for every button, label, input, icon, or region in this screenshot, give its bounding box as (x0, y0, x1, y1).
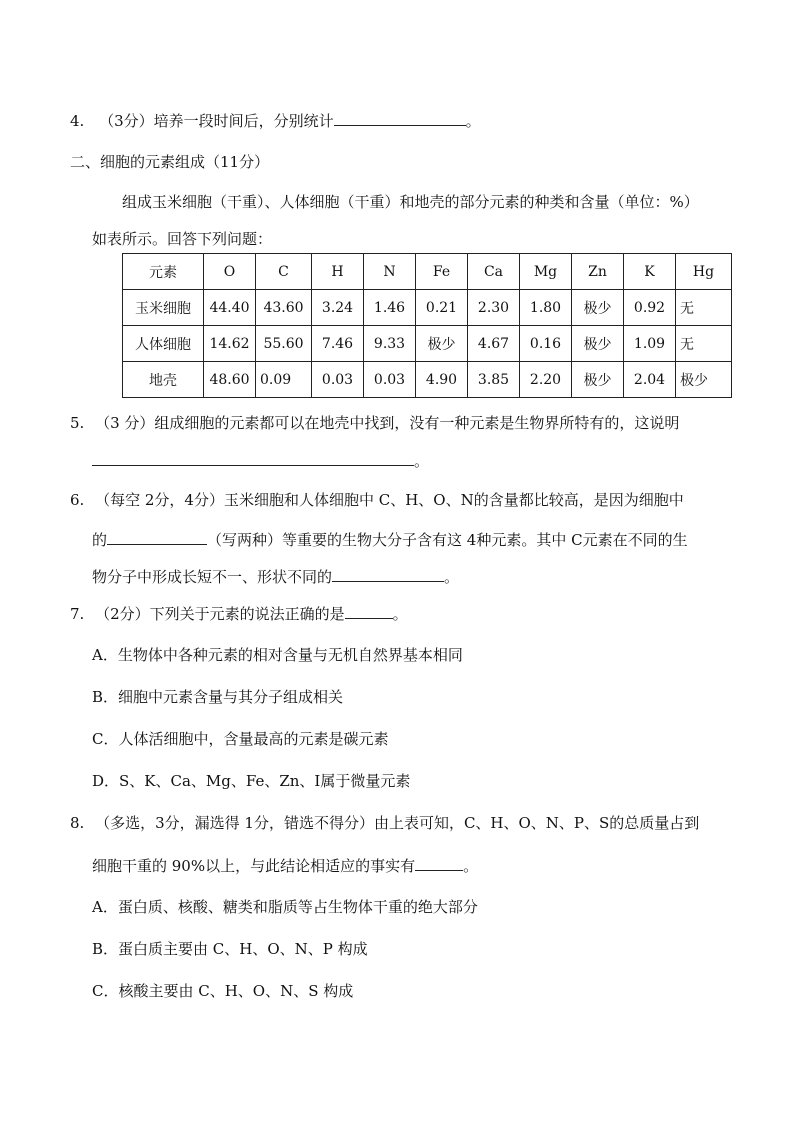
table-header-cell: Mg (520, 254, 572, 290)
q6-answer-blank-2[interactable] (332, 566, 444, 582)
table-cell: 1.80 (520, 290, 572, 326)
table-cell: 0.03 (312, 362, 364, 398)
q6-line-3 (92, 566, 459, 587)
q8-option-c[interactable]: C．核酸主要由 C、H、O、N、S 构成 (92, 982, 354, 1000)
q4-period: 。 (465, 112, 481, 130)
table-cell: 0.16 (520, 326, 572, 362)
intro-line-2: 如表所示。回答下列问题： (92, 230, 273, 248)
table-cell: 1.46 (364, 290, 416, 326)
table-cell: 极少 (572, 326, 624, 362)
q6-number: 6. (70, 491, 85, 509)
table-row-label: 地壳 (123, 362, 204, 398)
table-header-cell: Zn (572, 254, 624, 290)
q4-answer-blank[interactable] (334, 110, 466, 126)
q6-text-line3: 物分子中形成长短不一、形状不同的 (92, 568, 333, 586)
table-header-row (123, 254, 732, 290)
q6-line-2 (92, 529, 688, 550)
table-cell: 43.60 (256, 290, 312, 326)
q6-text-mid: （写两种）等重要的生物大分子含有这 4种元素。其中 C元素在不同的生 (207, 531, 688, 549)
table-row (123, 290, 732, 326)
table-header-cell: Hg (676, 254, 732, 290)
table-cell: 4.67 (468, 326, 520, 362)
table-header-cell: N (364, 254, 416, 290)
q8-line-1 (70, 813, 699, 833)
q6-line-1 (70, 490, 684, 510)
q8-text-line2: 细胞干重的 90%以上，与此结论相适应的事实有 (92, 857, 416, 875)
table-header-cell: K (624, 254, 676, 290)
q6-text-prefix: 的 (92, 531, 108, 549)
table-row-label: 玉米细胞 (123, 290, 204, 326)
q8-option-a[interactable]: A．蛋白质、核酸、糖类和脂质等占生物体干重的绝大部分 (92, 898, 478, 916)
table-cell: 0.09 (256, 362, 312, 398)
q7-text: （2分）下列关于元素的说法正确的是 (95, 605, 345, 623)
table-cell: 7.46 (312, 326, 364, 362)
table-cell: 0.92 (624, 290, 676, 326)
table-cell: 3.24 (312, 290, 364, 326)
table-cell: 极少 (416, 326, 468, 362)
table-cell: 极少 (676, 362, 732, 398)
table-cell: 2.04 (624, 362, 676, 398)
q7-option-b[interactable]: B．细胞中元素含量与其分子组成相关 (92, 688, 344, 706)
q6-answer-blank-1[interactable] (107, 529, 207, 545)
table-cell: 4.90 (416, 362, 468, 398)
table-header-cell: 元素 (123, 254, 204, 290)
table-cell: 9.33 (364, 326, 416, 362)
table-cell: 无 (676, 290, 732, 326)
q7-period: 。 (392, 605, 408, 623)
table-header-cell: C (256, 254, 312, 290)
table-cell: 极少 (572, 290, 624, 326)
table-cell: 44.40 (204, 290, 256, 326)
q5-line-1 (70, 413, 679, 433)
intro-line-1: 组成玉米细胞（干重）、人体细胞（干重）和地壳的部分元素的种类和含量（单位：%） (122, 193, 699, 211)
q4-line (70, 110, 481, 131)
q7-line (70, 603, 408, 624)
q8-period: 。 (463, 857, 479, 875)
table-cell: 2.20 (520, 362, 572, 398)
q8-number: 8. (70, 814, 85, 832)
table-header-cell: H (312, 254, 364, 290)
q5-period: 。 (414, 452, 430, 470)
q7-option-d[interactable]: D．S、K、Ca、Mg、Fe、Zn、I属于微量元素 (92, 772, 411, 790)
table-cell: 无 (676, 326, 732, 362)
q8-text: （多选，3分，漏选得 1分，错选不得分）由上表可知，C、H、O、N、P、S的总质量占到 (95, 814, 700, 832)
element-content-table (122, 253, 732, 398)
q8-line-2 (92, 855, 478, 876)
table-cell: 极少 (572, 362, 624, 398)
q5-line-2 (92, 450, 429, 471)
table-cell: 48.60 (204, 362, 256, 398)
q5-answer-blank[interactable] (92, 450, 414, 466)
q7-number: 7. (70, 605, 85, 623)
table-cell: 2.30 (468, 290, 520, 326)
q8-answer-blank[interactable] (415, 855, 463, 871)
table-row-label: 人体细胞 (123, 326, 204, 362)
q5-text: （3 分）组成细胞的元素都可以在地壳中找到，没有一种元素是生物界所特有的，这说明 (95, 414, 680, 432)
q8-option-b[interactable]: B．蛋白质主要由 C、H、O、N、P 构成 (92, 940, 368, 958)
q6-period: 。 (444, 568, 460, 586)
table-header-cell: Ca (468, 254, 520, 290)
table-header-cell: Fe (416, 254, 468, 290)
table-cell: 0.21 (416, 290, 468, 326)
table-row (123, 362, 732, 398)
q7-answer-blank[interactable] (345, 603, 393, 619)
table-cell: 1.09 (624, 326, 676, 362)
table-cell: 55.60 (256, 326, 312, 362)
table-cell: 0.03 (364, 362, 416, 398)
q4-number: 4. (70, 112, 85, 130)
q4-text: （3分）培养一段时间后，分别统计 (99, 112, 334, 130)
q6-text: （每空 2分，4分）玉米细胞和人体细胞中 C、H、O、N的含量都比较高，是因为细胞中 (95, 491, 684, 509)
table-header-cell: O (204, 254, 256, 290)
q7-option-c[interactable]: C．人体活细胞中，含量最高的元素是碳元素 (92, 730, 389, 748)
q5-number: 5. (70, 414, 85, 432)
table-cell: 14.62 (204, 326, 256, 362)
table-cell: 3.85 (468, 362, 520, 398)
table-row (123, 326, 732, 362)
q7-option-a[interactable]: A．生物体中各种元素的相对含量与无机自然界基本相同 (92, 646, 463, 664)
section-title: 二、细胞的元素组成（11分） (70, 153, 270, 171)
